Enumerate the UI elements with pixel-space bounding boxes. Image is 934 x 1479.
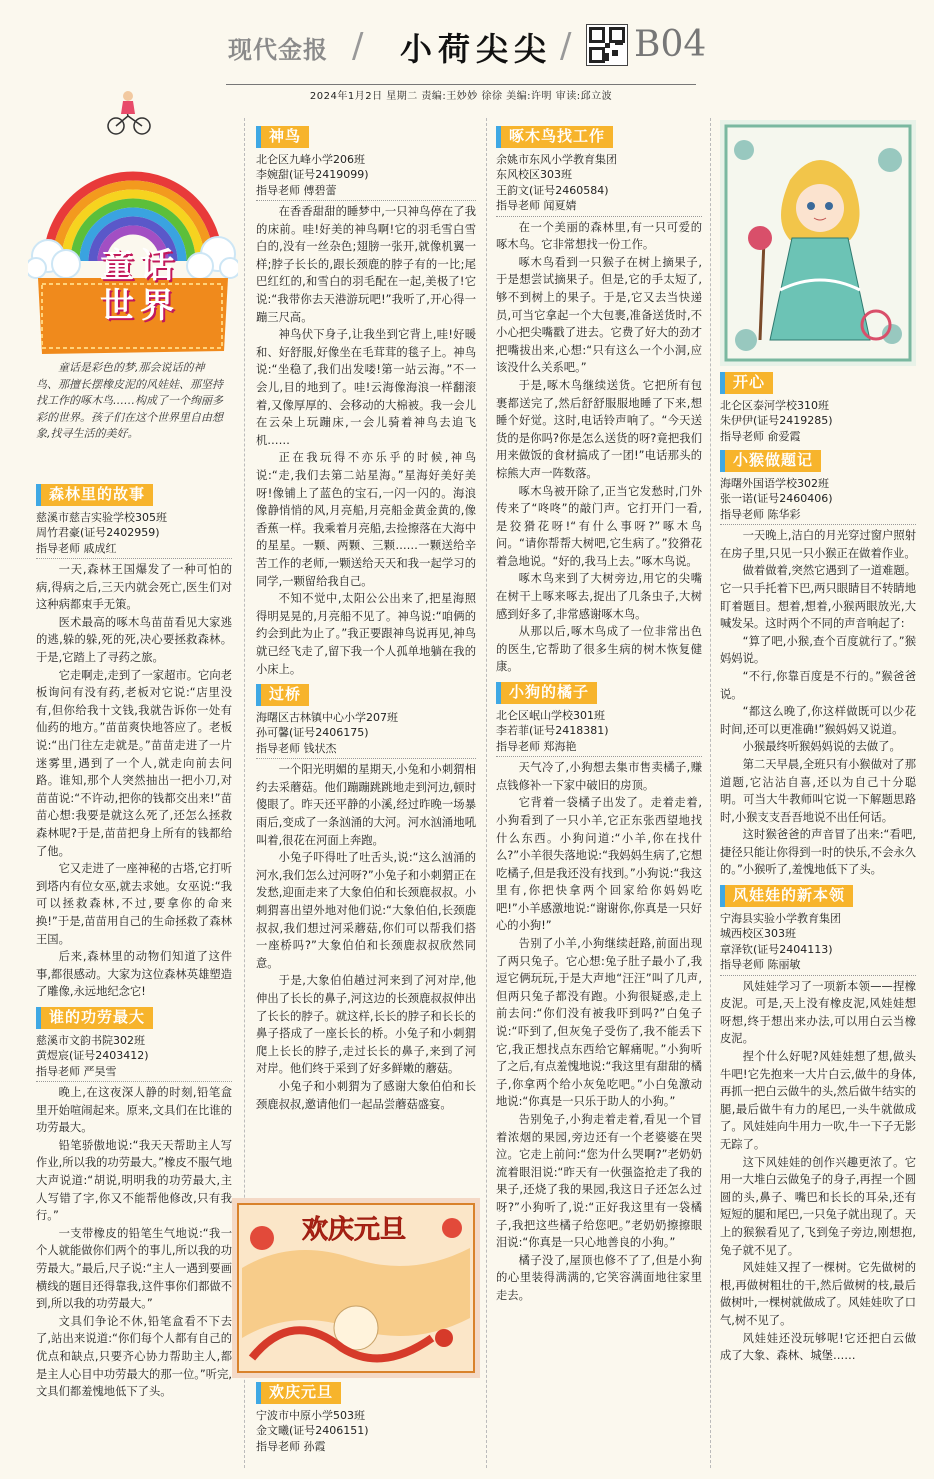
column-3 <box>496 120 702 1470</box>
girl-on-bicycle-icon <box>108 91 150 134</box>
article-byline: 海曙外国语学校302班 张一诺(证号2460406) 指导老师 陈华彩 <box>720 476 833 521</box>
yuandan-caption <box>256 1382 476 1472</box>
rule <box>496 216 702 217</box>
column-divider <box>486 118 487 1468</box>
article-byline: 北仑区泰河学校310班 朱伊伊(证号2419285) 指导老师 俞爱霞 <box>720 398 833 443</box>
column-1 <box>36 478 232 1468</box>
new-year-drawing <box>232 1198 480 1378</box>
article-byline: 慈溪市慈吉实验学校305班 周竹君豪(证号2402959) 指导老师 戚成红 <box>36 510 167 555</box>
rule <box>496 756 702 757</box>
article-title: 开心 <box>720 372 773 394</box>
rule <box>36 1081 232 1082</box>
article-title: 神鸟 <box>256 126 309 148</box>
article-body: 风娃娃学习了一项新本领——捏橡皮泥。可是,天上没有橡皮泥,风娃娃想呀想,终于想出来办法,可以用白云当橡皮泥。 捏个什么好呢?风娃娃想了想,做头牛吧!它先抱来一大片白云,做牛的身体,再抓一把白云做牛的头,然后做牛结实的腿,最后做牛有力的尾巴,一头牛就做成了。风娃娃向牛用力一吹,牛一下子无影无踪了。 这下风娃娃的创作兴趣更浓了。它用一大堆白云做兔子的身子,再捏一个圆圆的头,鼻子、嘴巴和长长的耳朵,还有短短的腿和尾巴,一只兔子就出现了。天上的猴猴看见了,飞到兔子旁边,刚想抱,兔子就不见了。 风娃娃又捏了一棵树。它先做树的根,再做树粗壮的干,然后做树的枝,最后做树叶,一棵树就做成了。风娃娃吹了口气,树不见了。 风娃娃还没玩够呢!它还把白云做成了大象、森林、城堡…… <box>720 979 916 1363</box>
article-body: 一天,森林王国爆发了一种可怕的病,得病之后,三天内就会死亡,医生们对这种病都束手无策。 医术最高的啄木鸟苗苗看见大家逃的逃,躲的躲,死的死,决心要拯救森林。于是,它踏上了寻药之旅。 它走啊走,走到了一家超市。它向老板询问有没有药,老板对它说:“店里没有,但你给我十文钱,我就告诉你一处有仙药的地方。”苗苗爽快地答应了。老板说:“出门往左走就是。”苗苗走进了一片迷雾里,遇到了一个人,就走向前去问路。谁知,那个人突然抽出一把小刀,对苗苗说:“不许动,把你的钱都交出来!”苗苗心想:我要是就这么死了,还怎么拯救森林呢?于是,苗苗把身上所有的钱都给了他。 它又走进了一座神秘的古塔,它打听到塔内有位女巫,就去求她。女巫说:“我可以拯救森林,不过,要拿你的命来换!”于是,苗苗用自己的生命拯救了森林王国。 后来,森林里的动物们知道了这件事,都很感动。大家为这位森林英雄塑造了雕像,永远地纪念它! <box>36 563 232 999</box>
newspaper-name: 现代金报 <box>228 35 328 64</box>
column-divider <box>710 118 711 1468</box>
qr-code-icon <box>586 24 628 66</box>
rule <box>256 758 476 759</box>
rule <box>36 558 232 559</box>
column-4 <box>720 372 916 1468</box>
article-title: 风娃娃的新本领 <box>720 885 853 907</box>
rule <box>720 975 916 976</box>
article-byline: 北仑区岷山学校301班 李若菲(证号2418381) 指导老师 郑海艳 <box>496 708 609 753</box>
article-title: 森林里的故事 <box>36 484 153 506</box>
girl-drawing <box>720 120 916 366</box>
separator-slash: / <box>352 26 364 66</box>
article-body: 晚上,在这夜深人静的时刻,铅笔盒里开始喧闹起来。原来,文具们在比谁的功劳最大。 铅笔骄傲地说:“我天天帮助主人写作业,所以我的功劳最大。”橡皮不服气地大声说道:“胡说,明明我的功劳最大,主人写错了字,你又不能帮他修改,只有我行。” 一支带橡皮的铅笔生气地说:“我一个人就能做你们两个的事儿,所以我的功劳最大。”最后,尺子说:“主人一遇到要画横线的题目还得靠我,这件事你们都做不到,所以我的功劳最大。” 文具们争论不休,铅笔盒看不下去了,站出来说道:“你们每个人都有自己的优点和缺点,只要齐心协力帮助主人,都是主人心目中功劳最大的那一位。”听完,文具们都羞愧地低下了头。 <box>36 1086 232 1399</box>
masthead <box>0 0 934 100</box>
article-byline: 余姚市东风小学教育集团 东风校区303班 王韵文(证号2460584) 指导老师 闻夏婧 <box>496 152 617 213</box>
rule <box>720 524 916 525</box>
rule <box>256 200 476 201</box>
article-title: 谁的功劳最大 <box>36 1007 153 1029</box>
article-byline: 慈溪市文韵书院302班 黄煜宸(证号2403412) 指导老师 严昊雪 <box>36 1033 149 1078</box>
article-body: 一个阳光明媚的星期天,小兔和小刺猬相约去采蘑菇。他们蹦蹦跳跳地走到河边,顿时傻眼了。昨天还平静的小溪,经过昨晚一场暴雨后,变成了一条汹涌的大河。河水汹涌地吼叫着,很花在河面上奔跑。 小兔子吓得吐了吐舌头,说:“这么汹涌的河水,我们怎么过河呀?”小兔子和小刺猬正在发愁,迎面走来了大象伯伯和长颈鹿叔叔。小刺猬喜出望外地对他们说:“大象伯伯,长颈鹿叔叔,我们想过河采蘑菇,你们可以帮我们搭一座桥吗?”大象伯伯和长颈鹿叔叔欣然同意。 于是,大象伯伯趟过河来到了河对岸,他伸出了长长的鼻子,河这边的长颈鹿叔叔伸出了长长的脖子。就这样,长长的脖子和长长的鼻子搭成了一座长长的桥。小兔子和小刺猬爬上长长的脖子,走过长长的鼻子,来到了河对岸。他们终于采到了好多鲜嫩的蘑菇。 小兔子和小刺猬为了感谢大象伯伯和长颈鹿叔叔,邀请他们一起品尝蘑菇盛宴。 <box>256 763 476 1111</box>
article-body: 在一个美丽的森林里,有一只可爱的啄木鸟。它非常想找一份工作。 啄木鸟看到一只猴子在树上摘果子,于是想尝试摘果子。但是,它的手太短了,够不到树上的果子。于是,它又去当快递员,可当它拿起一个大包裹,准备送货时,不小心把尖嘴戳了进去。它费了好大的劲才把嘴拔出来,心想:“只有这么一个小洞,应该没什么关系吧。” 于是,啄木鸟继续送货。它把所有包裹都送完了,然后舒舒服服地睡了下来,想睡个好觉。这时,电话铃声响了。“今天送货的是你吗?你是怎么送货的呀?竟把我们用来做饭的食材搞成了一团!”电话那头的棕熊大声一阵数落。 啄木鸟被开除了,正当它发愁时,门外传来了“咚咚”的敲门声。它打开门一看,是狡猾花呀!“有什么事呀?”啄木鸟问。“请你帮帮大树吧,它生病了。”狡猾花着急地说。“好的,我马上去。”啄木鸟说。 啄木鸟来到了大树旁边,用它的尖嘴在树干上啄来啄去,捉出了几条虫子,大树感到好多了,非常感谢啄木鸟。 从那以后,啄木鸟成了一位非常出色的医生,它帮助了很多生病的树木恢复健康。 <box>496 220 702 674</box>
article-byline: 海曙区古林镇中心小学207班 孙可馨(证号2406175) 指导老师 钱状杰 <box>256 710 398 755</box>
column-2 <box>256 120 476 1195</box>
section-name: 小荷尖尖 <box>400 30 553 68</box>
article-body: 在香香甜甜的睡梦中,一只神鸟停在了我的床前。哇!好美的神鸟啊!它的羽毛雪白雪白的,没有一丝杂色;翅膀一张开,就像机翼一样;脖子长长的,跟长颈鹿的脖子有的一比;尾巴红红的,和雪白的羽毛配在一起,美极了!它说:“我带你去天港游玩吧!”我听了,开心得一蹦三尺高。 神鸟伏下身子,让我坐到它背上,哇!好暖和、好舒服,好像坐在毛茸茸的毯子上。神鸟说:“坐稳了,我们出发喽!第一站云海。”不一会儿,目的地到了。哇!云海像海浪一样翻滚着,又像厚厚的、会移动的大棉被。我一会儿在云朵上玩蹦床,一会儿骑着神鸟去追飞机…… 正在我玩得不亦乐乎的时候,神鸟说:“走,我们去第二站星海。”星海好美好美呀!像铺上了蓝色的宝石,一闪一闪的。海浪像静悄悄的风,月亮船,月亮船金黄金黄的,像香蕉一样。我乘着月亮船,去捡擦落在大海中的星星。一颗、两颗、三颗……一颗送给辛苦工作的老师,一颗送给天天和我一起学习的同学,一颗留给我自己。 不知不觉中,太阳公公出来了,把星海照得明晃晃的,月亮船不见了。神鸟说:“咱俩的约会到此为止了。”我正要跟神鸟说再见,神鸟就已经飞走了,留下我一个人孤单地躺在我的小床上。 <box>256 205 476 676</box>
article-body: 一天晚上,洁白的月光穿过窗户照射在房子里,只见一只小猴正在做着作业。 做着做着,突然它遇到了一道难题。它一只手托着下巴,两只眼睛目不转睛地盯着题目。想着,想着,小猴两眼放光,大喊发呆。这时两个不同的声音响起了: “算了吧,小猴,查个百度就行了。”猴妈妈说。 “不行,你靠百度是不行的。”猴爸爸说。 “都这么晚了,你这样做既可以少花时间,还可以更准确!”猴妈妈又说道。 小猴最终听猴妈妈说的去做了。 第二天早晨,全班只有小猴做对了那道题,它沾沾自喜,还以为自己十分聪明。可当大牛教师叫它说一下解题思路时,小猴支支吾吾地说不出任何话。 这时猴爸爸的声音冒了出来:“看吧,捷径只能让你得到一时的快乐,不会永久的。”小猴听了,羞愧地低下了头。 <box>720 529 916 877</box>
article-title: 啄木鸟找工作 <box>496 126 613 148</box>
article-byline: 北仑区九峰小学206班 李婉甜(证号2419099) 指导老师 傅碧蕾 <box>256 152 369 197</box>
separator-slash: / <box>560 26 572 66</box>
article-title: 小猴做题记 <box>720 450 821 472</box>
article-byline: 宁海县实验小学教育集团 城西校区303班 章泽钦(证号2404113) 指导老师 陈丽敏 <box>720 911 841 972</box>
dateline: 2024年1月2日 星期二 责编:王妙妙 徐徐 美编:许明 审读:邱立波 <box>226 84 696 102</box>
article-body: 天气冷了,小狗想去集市售卖橘子,赚点钱修补一下家中破旧的房顶。 它背着一袋橘子出发了。走着走着,小狗看到了一只小羊,它正东张西望地找什么东西。小狗问道:“小羊,你在找什么?”小羊很失落地说:“我妈妈生病了,它想吃橘子,但是我还没有找到。”小狗说:“我这里有,你把快拿两个回家给你妈妈吃吧!”小羊感激地说:“谢谢你,你真是一只好心的小狗!” 告别了小羊,小狗继续赶路,前面出现了两只兔子。它心想:兔子肚子最小了,我逗它俩玩玩,于是大声地“汪汪”叫了几声,但两只兔子都没有跑。小狗很疑惑,走上前去问:“你们没有被我吓到吗?”白兔子说:“吓到了,但灰兔子受伤了,我不能丢下它,我正想找点东西给它解痛呢。”小狗听了之后,有点羞愧地说:“我这里有甜甜的橘子,你拿两个给小灰兔吃吧。”小白兔激动地说:“你真是一只乐于助人的小狗。” 告别兔子,小狗走着走着,看见一个冒着浓烟的果园,旁边还有一个老婆婆在哭泣。它走上前问:“您为什么哭啊?”老奶奶流着眼泪说:“昨天有一伙强盗抢走了我的果子,还烧了我的果园,我这日子还怎么过呀?”小狗听了,说:“正好我这里有一袋橘子,我把这些橘子给您吧。”老奶奶擦擦眼泪说:“你真是一只心地善良的小狗。” 橘子没了,屋顶也修不了了,但是小狗的心里装得满满的,它笑容满面地往家里走去。 <box>496 761 702 1302</box>
page-number: B04 <box>634 24 707 65</box>
article-title: 过桥 <box>256 684 309 706</box>
banner-title: 童话 世界 <box>100 246 180 326</box>
article-title: 欢庆元旦 <box>256 1382 341 1404</box>
article-title: 小狗的橘子 <box>496 682 597 704</box>
article-byline: 宁波市中原小学503班 金文曦(证号2406151) 指导老师 孙霞 <box>256 1408 369 1453</box>
drawing-banner-text: 欢庆元旦 <box>302 1215 407 1245</box>
banner-intro: 童话是彩色的梦,那会说话的神鸟、那擅长摆橡皮泥的风娃娃、那坚持找工作的啄木鸟……构成了一个绚丽多彩的世界。孩子们在这个世界里自由想象,找寻生活的美好。 <box>36 361 223 440</box>
